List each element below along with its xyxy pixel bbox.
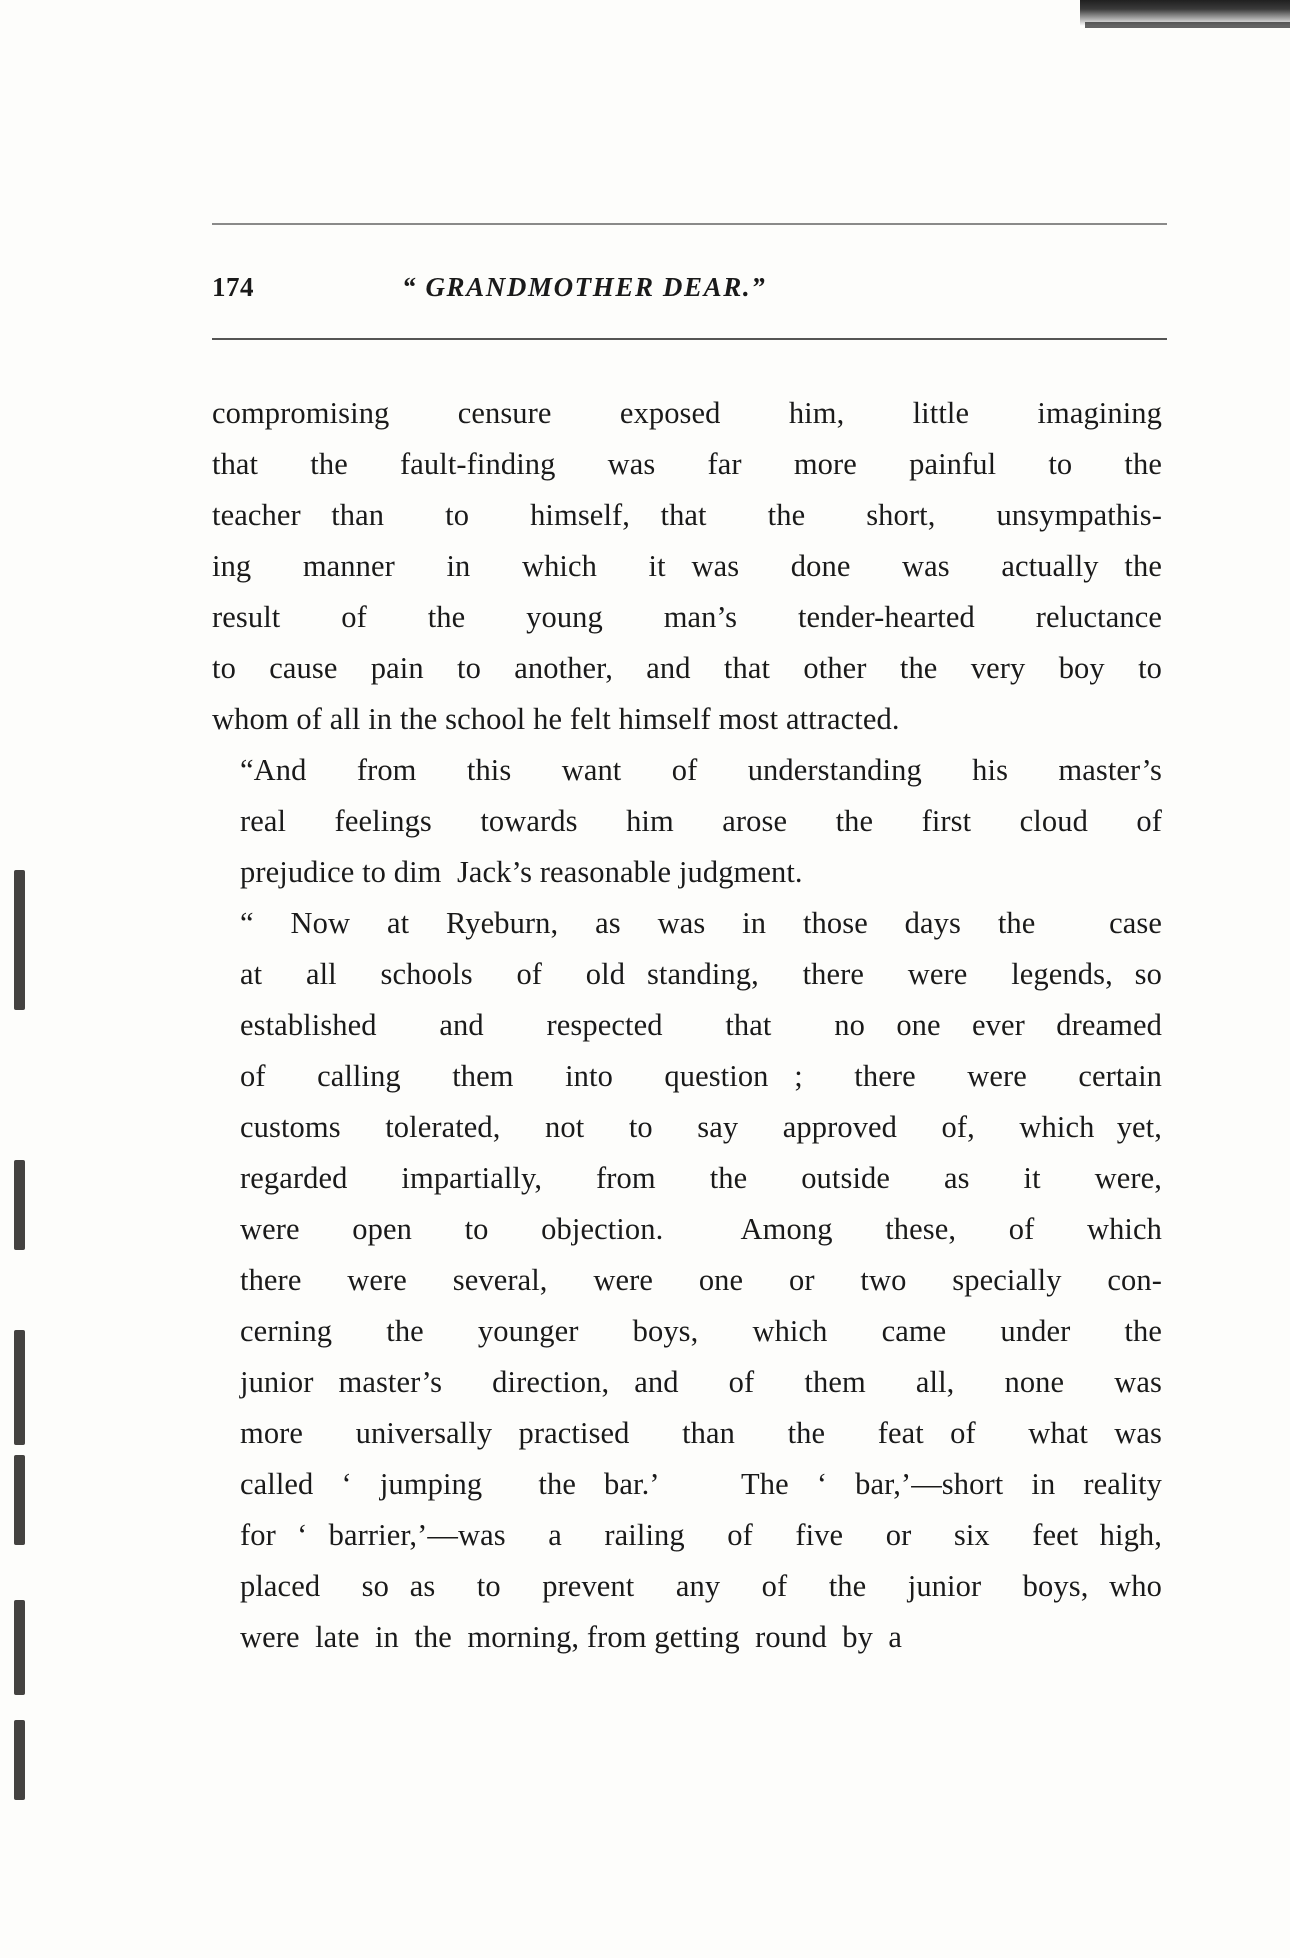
header-rule-bottom — [212, 338, 1167, 340]
text-line: regarded impartially, from the outside as it were, — [240, 1161, 1162, 1195]
text-line: customs tolerated, not to say approved of, which yet, — [240, 1110, 1162, 1144]
text-line: junior master’s direction, and of them all, none was — [240, 1365, 1162, 1399]
header-rule-top — [212, 223, 1167, 225]
text-line: compromising censure exposed him, little imagining — [212, 396, 1162, 430]
text-line: ing manner in which it was done was actually the — [212, 549, 1162, 583]
text-line: established and respected that no one ever dreamed — [240, 1008, 1162, 1042]
page-number: 174 — [212, 272, 254, 302]
text-line: prejudice to dim Jack’s reasonable judgment. — [240, 855, 803, 889]
text-line: that the fault-finding was far more painful to the — [212, 447, 1162, 481]
scan-artifact-left-2 — [14, 1160, 25, 1250]
text-line: result of the young man’s tender-hearted reluctance — [212, 600, 1162, 634]
text-line: for ‘ barrier,’—was a railing of five or six feet high, — [240, 1518, 1162, 1552]
text-line: to cause pain to another, and that other the very boy to — [212, 651, 1162, 685]
text-line: were late in the morning, from getting round by a — [240, 1620, 903, 1654]
text-line: cerning the younger boys, which came under the — [240, 1314, 1162, 1348]
text-line: teacher than to himself, that the short, unsympathis- — [212, 498, 1162, 532]
scan-artifact-left-1 — [14, 870, 25, 1010]
text-line: real feelings towards him arose the first cloud of — [240, 804, 1162, 838]
text-line: more universally practised than the feat of what was — [240, 1416, 1162, 1450]
scan-artifact-left-4 — [14, 1455, 25, 1545]
paragraph-3 — [212, 898, 1162, 1663]
text-line: whom of all in the school he felt himself most attracted. — [212, 702, 900, 736]
body-text — [212, 388, 1162, 1663]
paragraph-2 — [212, 745, 1162, 898]
text-line: were open to objection. Among these, of which — [240, 1212, 1162, 1246]
scan-artifact-left-6 — [14, 1720, 25, 1800]
running-head: “ GRANDMOTHER DEAR.” — [402, 272, 767, 302]
scan-artifact-left-3 — [14, 1330, 25, 1445]
page-header — [212, 272, 1167, 312]
text-line: of calling them into question ; there were certain — [240, 1059, 1162, 1093]
text-line: at all schools of old standing, there were legends, so — [240, 957, 1162, 991]
text-line: “ Now at Ryeburn, as was in those days the case — [240, 906, 1162, 940]
text-line: “And from this want of understanding his master’s — [240, 753, 1162, 787]
paragraph-1 — [212, 388, 1162, 745]
page-content — [212, 0, 1167, 1958]
text-line: there were several, were one or two specially con- — [240, 1263, 1162, 1297]
scan-artifact-left-5 — [14, 1600, 25, 1695]
text-line: called ‘ jumping the bar.’ The ‘ bar,’—short in reality — [240, 1467, 1162, 1501]
text-line: placed so as to prevent any of the junior boys, who — [240, 1569, 1162, 1603]
